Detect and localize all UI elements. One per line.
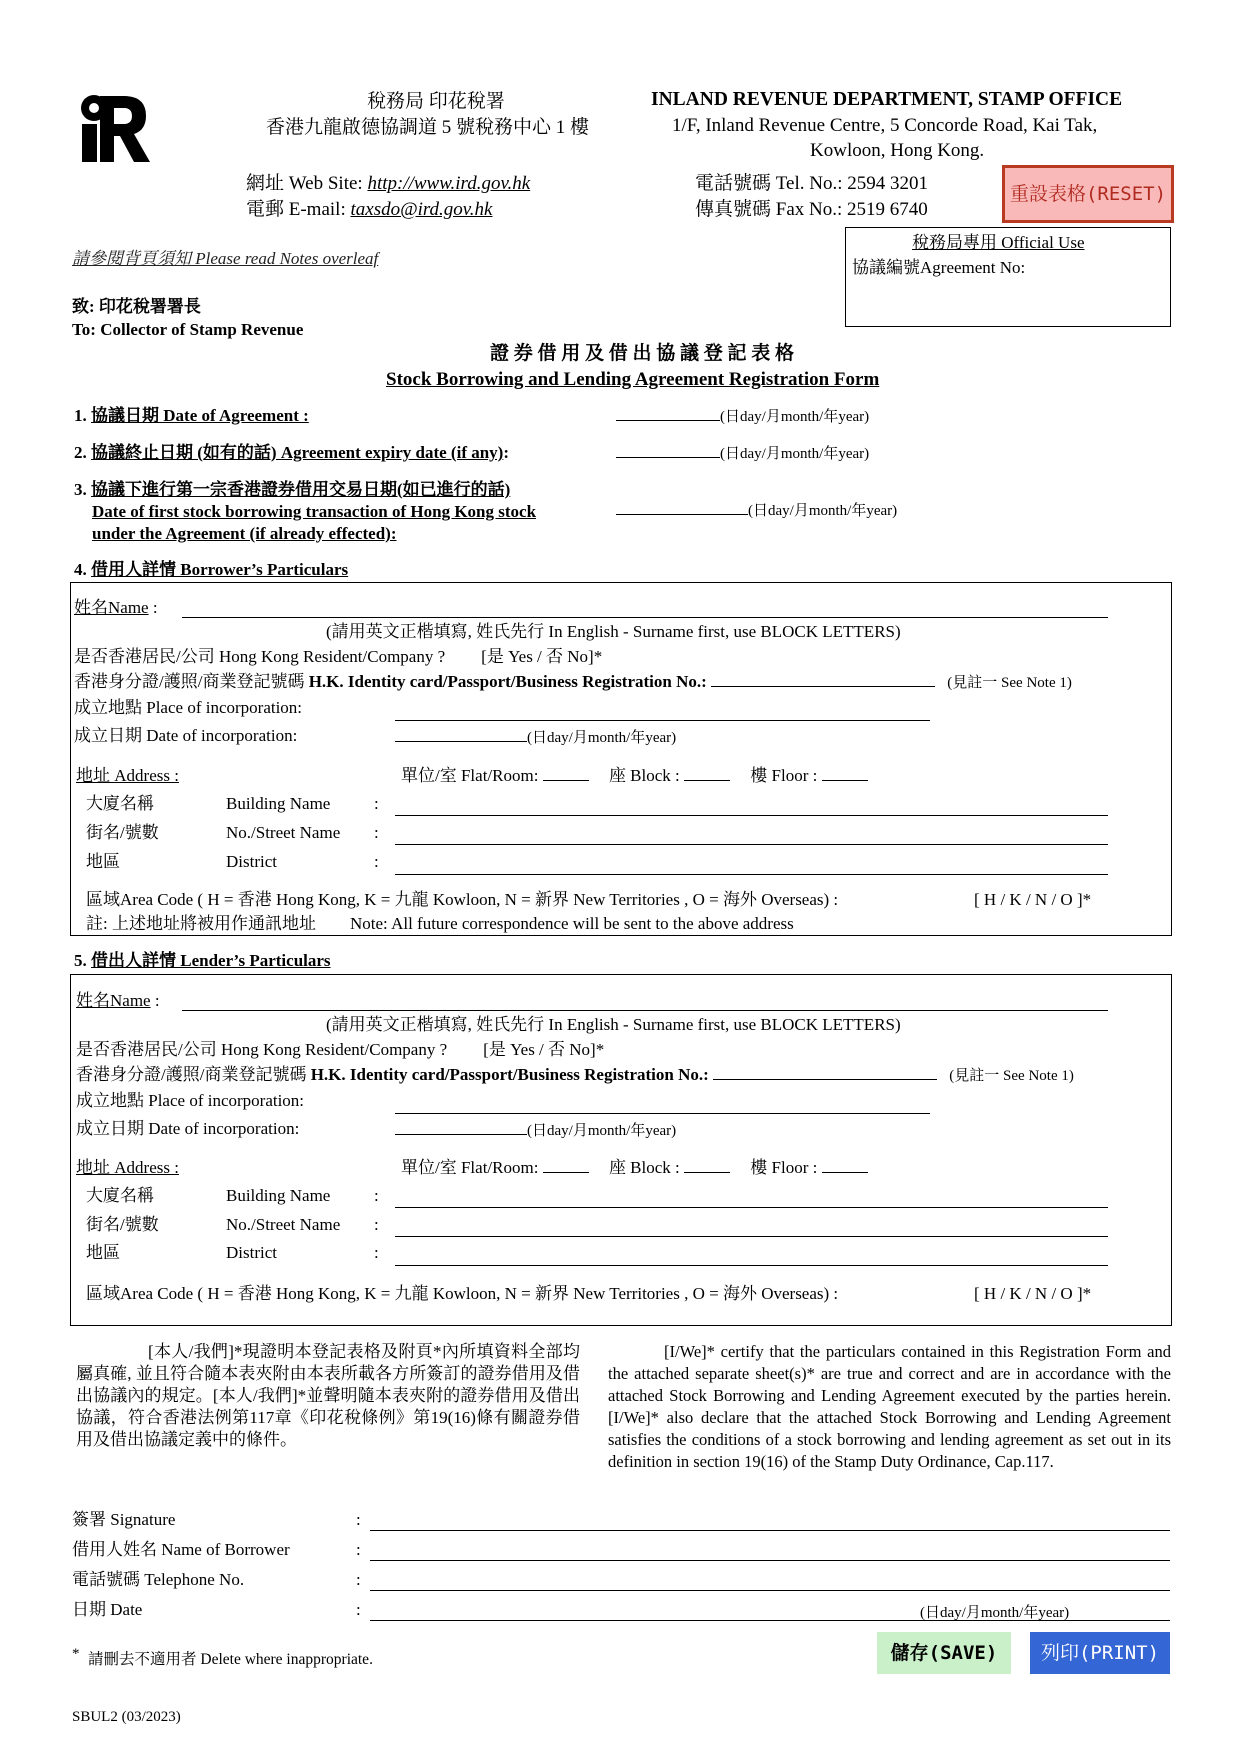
- telephone-colon: :: [356, 1570, 361, 1589]
- borrower-floor-field[interactable]: [822, 766, 868, 781]
- lender-section-title: 5. 借出人詳情 Lender’s Particulars: [74, 951, 331, 970]
- borrower-flat-field[interactable]: [543, 766, 589, 781]
- borrower-id-row: 香港身分證/護照/商業登記號碼 H.K. Identity card/Passport/Business Registration No.: (見註一 See Note 1): [74, 672, 1072, 691]
- lender-building-colon: :: [374, 1186, 379, 1205]
- date-hint: (日day/月month/年year): [920, 1605, 1070, 1621]
- borrower-place-inc-field[interactable]: [395, 720, 930, 721]
- borrower-district-field[interactable]: [395, 874, 1108, 875]
- borrower-building-field[interactable]: [395, 815, 1108, 816]
- lender-district-field[interactable]: [395, 1265, 1108, 1266]
- borrower-date-inc-value: (日day/月month/年year): [395, 727, 676, 748]
- item-3-date: (日day/月month/年year): [616, 500, 897, 521]
- lender-name-label: 姓名Name :: [76, 991, 160, 1010]
- lender-resident-option[interactable]: [是 Yes / 否 No]*: [483, 1040, 605, 1059]
- lender-name-hint: (請用英文正楷填寫, 姓氏先行 In English - Surname first, use BLOCK LETTERS): [326, 1015, 901, 1034]
- date-label: 日期 Date: [72, 1600, 143, 1619]
- lender-street-en: No./Street Name: [226, 1215, 341, 1234]
- lender-building-field[interactable]: [395, 1207, 1108, 1208]
- website-row: [246, 174, 530, 194]
- lender-place-inc-label: 成立地點 Place of incorporation:: [76, 1091, 305, 1110]
- lender-district-zh: 地區: [86, 1243, 120, 1262]
- official-use-title: 稅務局專用 Official Use: [912, 233, 1085, 252]
- signature-field[interactable]: [370, 1530, 1170, 1531]
- lender-area-code: 區域Area Code ( H = 香港 Hong Kong, K = 九龍 Kowloon, N = 新界 New Territories , O = 海外 Overseas) :: [86, 1284, 839, 1303]
- website-label: 網址 Web Site:: [246, 173, 363, 194]
- borrower-flat-row: 單位/室 Flat/Room: 座 Block : 樓 Floor :: [401, 766, 868, 786]
- to-zh: 致: 印花稅署署長: [72, 297, 201, 316]
- borrower-section-title: 4. 借用人詳情 Borrower’s Particulars: [74, 560, 349, 579]
- borrower-name-sign-colon: :: [356, 1540, 361, 1559]
- borrower-name-sign-field[interactable]: [370, 1560, 1170, 1561]
- expiry-date-field[interactable]: [616, 443, 720, 458]
- lender-flat-field[interactable]: [543, 1158, 589, 1173]
- borrower-correspondence-note: 註: 上述地址將被用作通訊地址 Note: All future correspondence will be sent to the above address: [86, 914, 794, 933]
- date-colon: :: [356, 1600, 361, 1619]
- declaration-zh: [本人/我們]*現證明本登記表格及附頁*內所填資料全部均屬真確, 並且符合隨本表夾附由本表所載各方所簽訂的證券借用及借出協議內的規定。[本人/我們]*並聲明隨本表夾附的證券借用及借出協議，符合香港法例第117章《印花稅條例》第19(16)條有關證券借用及借出協議定義中的條件。: [76, 1342, 580, 1449]
- email-link[interactable]: taxsdo@ird.gov.hk: [350, 199, 493, 220]
- office-address-en-2: Kowloon, Hong Kong.: [810, 140, 985, 161]
- delete-note: 請刪去不適用者 Delete where inappropriate.: [88, 1651, 373, 1668]
- lender-name-field[interactable]: [182, 1010, 1108, 1011]
- borrower-name-field[interactable]: [182, 617, 1108, 618]
- email-label: 電郵 E-mail:: [246, 199, 346, 220]
- item-3-label-3: under the Agreement (if already effected):: [92, 524, 397, 543]
- lender-street-colon: :: [374, 1215, 379, 1234]
- lender-id-field[interactable]: [713, 1065, 937, 1080]
- agreement-no-label: 協議編號Agreement No:: [852, 258, 1026, 277]
- declaration-en: [I/We]* certify that the particulars contained in this Registration Form and the attached separate sheet(s)* are true and correct and are in accordance with the attached Stock Borrowing and Lending Agreement executed by the parties herein. [I/We]* also declare that the attached Stock Borrowing and Lending Agreement satisfies the conditions of a stock borrowing and lending agreement as set out in its definition in section 19(16) of the Stamp Duty Ordinance, Cap.117.: [608, 1342, 1171, 1471]
- lender-date-inc-field[interactable]: [395, 1120, 527, 1135]
- borrower-resident-option[interactable]: [是 Yes / 否 No]*: [481, 647, 603, 666]
- borrower-id-field[interactable]: [711, 672, 935, 687]
- signature-colon: :: [356, 1510, 361, 1529]
- lender-district-colon: :: [374, 1243, 379, 1262]
- form-code: SBUL2 (03/2023): [72, 1709, 181, 1725]
- borrower-date-inc-field[interactable]: [395, 727, 527, 742]
- borrower-name-hint: (請用英文正楷填寫, 姓氏先行 In English - Surname first, use BLOCK LETTERS): [326, 622, 901, 641]
- office-address-zh: 香港九龍啟德協調道 5 號稅務中心 1 樓: [266, 117, 590, 138]
- lender-address-label: 地址 Address :: [76, 1158, 179, 1177]
- notes-link[interactable]: 請參閱背頁須知 Please read Notes overleaf: [72, 249, 379, 268]
- borrower-resident-row: 是否香港居民/公司 Hong Kong Resident/Company ? [是 Yes / 否 No]*: [74, 647, 603, 666]
- form-title-en: Stock Borrowing and Lending Agreement Registration Form: [386, 369, 880, 390]
- borrower-area-code: 區域Area Code ( H = 香港 Hong Kong, K = 九龍 Kowloon, N = 新界 New Territories , O = 海外 Overseas) :: [86, 890, 839, 909]
- agreement-date-field[interactable]: [616, 406, 720, 421]
- lender-area-option[interactable]: [ H / K / N / O ]*: [974, 1284, 1092, 1303]
- lender-date-inc-label: 成立日期 Date of incorporation:: [76, 1119, 300, 1138]
- item-1-label: 1. 協議日期 Date of Agreement :: [74, 406, 309, 425]
- borrower-address-label: 地址 Address :: [76, 766, 179, 785]
- lender-floor-field[interactable]: [822, 1158, 868, 1173]
- lender-district-en: District: [226, 1243, 277, 1262]
- reset-button[interactable]: 重設表格(RESET): [1002, 165, 1174, 223]
- borrower-name-label: 姓名Name :: [74, 598, 158, 617]
- lender-date-inc-value: (日day/月month/年year): [395, 1120, 676, 1141]
- borrower-district-en: District: [226, 852, 277, 871]
- borrower-block-field[interactable]: [684, 766, 730, 781]
- office-name-en: INLAND REVENUE DEPARTMENT, STAMP OFFICE: [651, 89, 1123, 110]
- lender-place-inc-field[interactable]: [395, 1113, 930, 1114]
- email-row: [246, 200, 493, 220]
- asterisk: *: [72, 1646, 80, 1662]
- form-title-zh: 證 券 借 用 及 借 出 協 議 登 記 表 格: [490, 343, 795, 364]
- to-en: To: Collector of Stamp Revenue: [72, 320, 304, 339]
- lender-block-field[interactable]: [684, 1158, 730, 1173]
- signature-label: 簽署 Signature: [72, 1510, 176, 1529]
- borrower-building-en: Building Name: [226, 794, 331, 813]
- item-3-label-2: Date of first stock borrowing transaction of Hong Kong stock: [92, 502, 537, 521]
- borrower-district-zh: 地區: [86, 852, 120, 871]
- lender-flat-row: 單位/室 Flat/Room: 座 Block : 樓 Floor :: [401, 1158, 868, 1178]
- official-use-box: [845, 227, 1171, 327]
- borrower-date-inc-label: 成立日期 Date of incorporation:: [74, 726, 298, 745]
- tel-number: 電話號碼 Tel. No.: 2594 3201: [695, 173, 928, 194]
- borrower-district-colon: :: [374, 852, 379, 871]
- borrower-street-colon: :: [374, 823, 379, 842]
- borrower-street-zh: 街名/號數: [86, 823, 159, 842]
- fax-number: 傳真號碼 Fax No.: 2519 6740: [695, 199, 928, 220]
- item-3-label-1: 3. 協議下進行第一宗香港證券借用交易日期(如已進行的話): [74, 480, 511, 499]
- lender-building-zh: 大廈名稱: [86, 1186, 154, 1205]
- first-transaction-date-field[interactable]: [616, 500, 748, 515]
- ird-logo: [74, 88, 154, 168]
- office-address-en-1: 1/F, Inland Revenue Centre, 5 Concorde Road, Kai Tak,: [672, 115, 1098, 136]
- borrower-building-colon: :: [374, 794, 379, 813]
- borrower-name-sign-label: 借用人姓名 Name of Borrower: [72, 1540, 290, 1559]
- borrower-place-inc-label: 成立地點 Place of incorporation:: [74, 698, 303, 717]
- telephone-label: 電話號碼 Telephone No.: [72, 1570, 245, 1589]
- lender-resident-row: 是否香港居民/公司 Hong Kong Resident/Company ? [是 Yes / 否 No]*: [76, 1040, 605, 1059]
- item-2-date: (日day/月month/年year): [616, 443, 869, 464]
- lender-id-row: 香港身分證/護照/商業登記號碼 H.K. Identity card/Passport/Business Registration No.: (見註一 See Note 1): [76, 1065, 1074, 1084]
- borrower-street-en: No./Street Name: [226, 823, 341, 842]
- lender-building-en: Building Name: [226, 1186, 331, 1205]
- office-name-zh: 稅務局 印花稅署: [367, 91, 505, 112]
- borrower-building-zh: 大廈名稱: [86, 794, 154, 813]
- telephone-field[interactable]: [370, 1590, 1170, 1591]
- website-link[interactable]: http://www.ird.gov.hk: [367, 173, 531, 194]
- lender-street-zh: 街名/號數: [86, 1215, 159, 1234]
- item-1-date: (日day/月month/年year): [616, 406, 869, 427]
- borrower-area-option[interactable]: [ H / K / N / O ]*: [974, 890, 1092, 909]
- lender-street-field[interactable]: [395, 1236, 1108, 1237]
- print-button[interactable]: 列印(PRINT): [1030, 1632, 1170, 1674]
- borrower-street-field[interactable]: [395, 844, 1108, 845]
- save-button[interactable]: 儲存(SAVE): [877, 1632, 1011, 1674]
- item-2-label: 2. 協議終止日期 (如有的話) Agreement expiry date (if any):: [74, 443, 510, 462]
